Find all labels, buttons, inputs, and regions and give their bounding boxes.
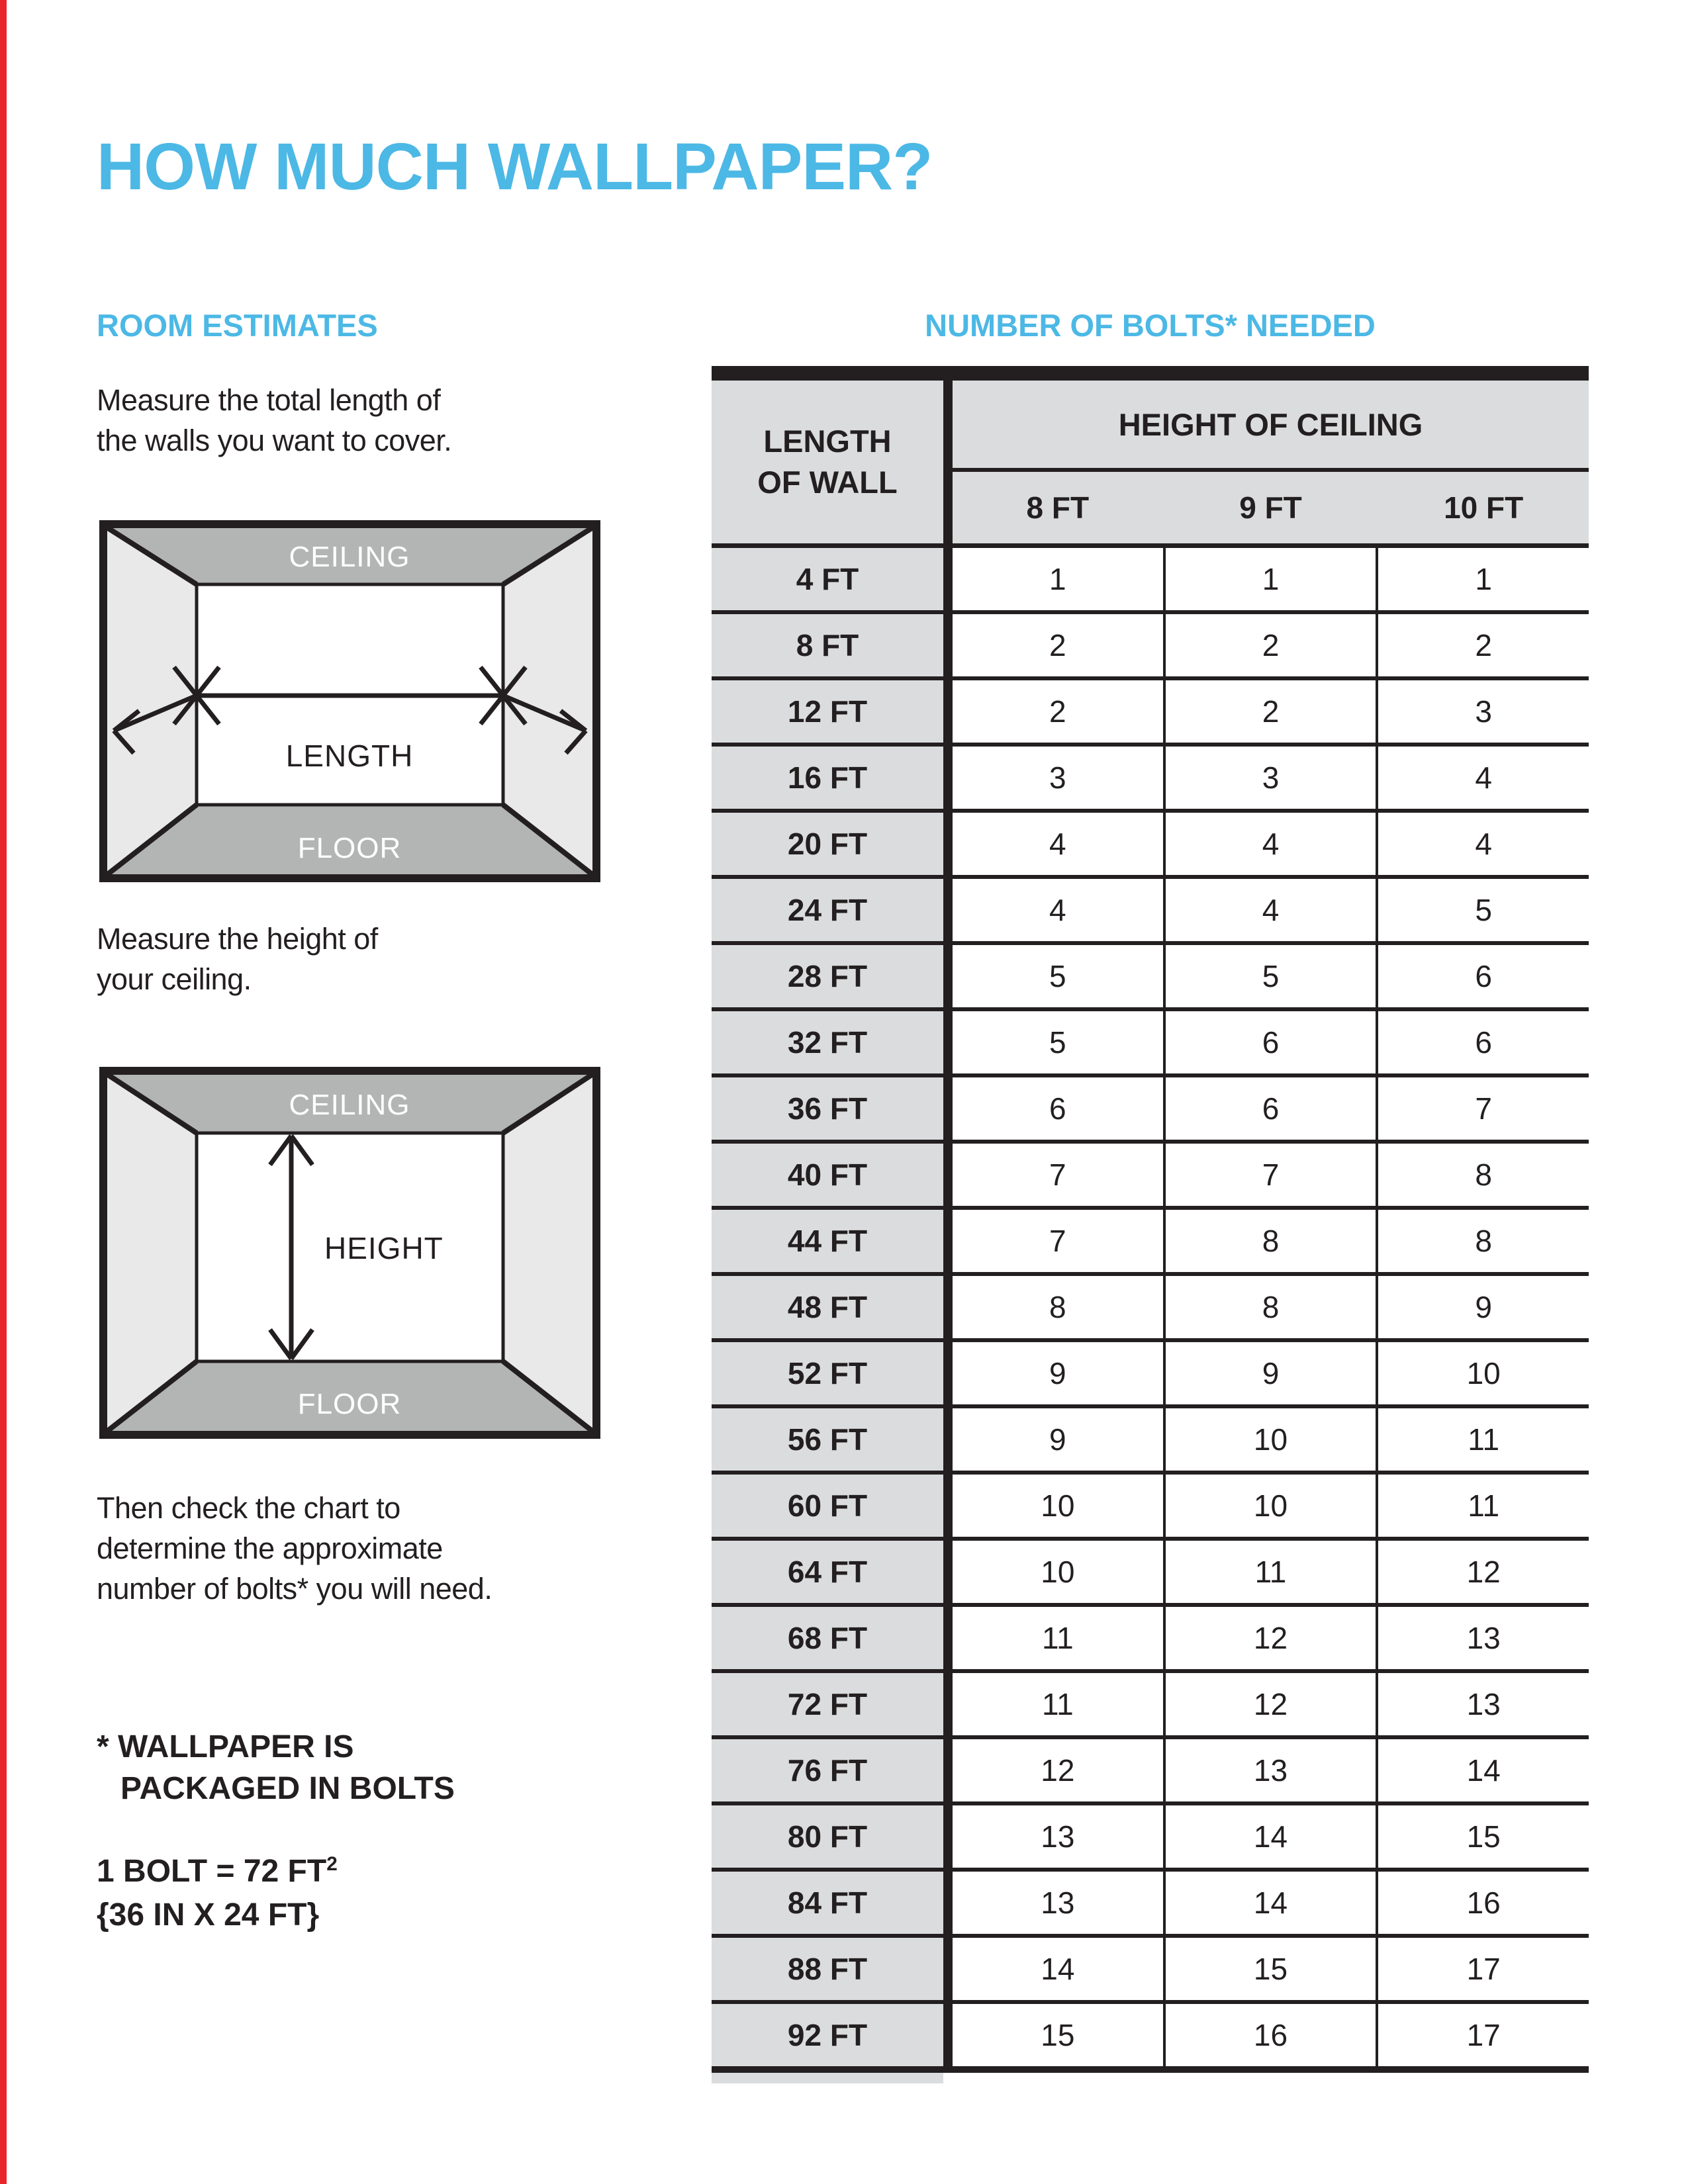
bolt-count-cell: 8 <box>1166 1276 1376 1338</box>
row-length-cell: 32 FT <box>712 1011 943 1073</box>
table-row <box>712 1077 1589 1144</box>
bolt-count-cell: 6 <box>1166 1011 1376 1073</box>
ceiling-height-columns <box>953 472 1589 543</box>
bolt-count-cell: 16 <box>1378 1872 1589 1934</box>
floor-label: FLOOR <box>297 832 402 864</box>
row-length-cell: 20 FT <box>712 813 943 875</box>
bolt-count-cell: 8 <box>1378 1210 1589 1272</box>
bolt-count-cell: 1 <box>953 548 1163 610</box>
table-row <box>712 1872 1589 1938</box>
table-row <box>712 1938 1589 2004</box>
row-divider <box>943 1210 953 1272</box>
bolt-equivalence-dims: {36 IN X 24 FT} <box>97 1897 320 1933</box>
row-divider <box>943 680 953 743</box>
row-divider <box>943 747 953 809</box>
bolt-eq-superscript: 2 <box>326 1853 338 1875</box>
table-row <box>712 1276 1589 1342</box>
length-of-wall-line1: LENGTH <box>763 424 892 459</box>
bolt-count-cell: 6 <box>1378 945 1589 1007</box>
bolt-count-cell: 6 <box>1378 1011 1589 1073</box>
table-row <box>712 1673 1589 1739</box>
floor-label: FLOOR <box>297 1388 402 1420</box>
row-divider <box>943 945 953 1007</box>
table-row <box>712 945 1589 1011</box>
bolt-count-cell: 13 <box>953 1805 1163 1868</box>
bolt-count-cell: 13 <box>1378 1673 1589 1735</box>
length-of-wall-header <box>712 381 943 543</box>
instruction-length <box>97 380 451 461</box>
bolt-count-cell: 14 <box>1378 1739 1589 1801</box>
row-divider <box>943 1276 953 1338</box>
row-length-cell: 68 FT <box>712 1607 943 1669</box>
row-divider <box>943 1011 953 1073</box>
bolt-count-cell: 5 <box>953 1011 1163 1073</box>
bolt-count-cell: 3 <box>1166 747 1376 809</box>
bolt-count-cell: 13 <box>1166 1739 1376 1801</box>
bolt-count-cell: 8 <box>1166 1210 1376 1272</box>
row-length-cell: 72 FT <box>712 1673 943 1735</box>
bolt-count-cell: 11 <box>1378 1475 1589 1537</box>
table-row <box>712 747 1589 813</box>
bolt-count-cell: 10 <box>1166 1475 1376 1537</box>
table-row <box>712 1011 1589 1077</box>
bolt-count-cell: 13 <box>953 1872 1163 1934</box>
bolt-count-cell: 6 <box>1166 1077 1376 1140</box>
page-title: HOW MUCH WALLPAPER? <box>97 130 933 204</box>
bolt-count-cell: 9 <box>1378 1276 1589 1338</box>
column-header-10ft: 10 FT <box>1444 490 1524 525</box>
bolt-count-cell: 11 <box>953 1607 1163 1669</box>
bolt-equivalence <box>97 1843 338 1937</box>
table-row <box>712 1805 1589 1872</box>
table-row <box>712 1475 1589 1541</box>
row-length-cell: 64 FT <box>712 1541 943 1603</box>
room-height-diagram <box>99 1067 600 1439</box>
row-length-cell: 16 FT <box>712 747 943 809</box>
bolt-count-cell: 17 <box>1378 2004 1589 2066</box>
header-divider <box>943 381 953 543</box>
bolt-count-cell: 8 <box>1378 1144 1589 1206</box>
bolt-count-cell: 10 <box>1166 1408 1376 1471</box>
table-row <box>712 548 1589 614</box>
row-length-cell: 56 FT <box>712 1408 943 1471</box>
table-row <box>712 614 1589 680</box>
row-divider <box>943 1342 953 1404</box>
row-length-cell: 44 FT <box>712 1210 943 1272</box>
bolt-count-cell: 12 <box>1166 1607 1376 1669</box>
row-length-cell: 12 FT <box>712 680 943 743</box>
bolt-count-cell: 9 <box>1166 1342 1376 1404</box>
instruction-height-line2: your ceiling. <box>97 962 252 996</box>
row-length-cell: 48 FT <box>712 1276 943 1338</box>
row-length-cell: 4 FT <box>712 548 943 610</box>
row-length-cell: 88 FT <box>712 1938 943 2000</box>
room-estimates-heading: ROOM ESTIMATES <box>97 308 378 343</box>
height-dimension-label: HEIGHT <box>324 1231 444 1265</box>
bolt-count-cell: 12 <box>953 1739 1163 1801</box>
table-bottom-stub <box>712 2073 943 2083</box>
row-divider <box>943 1872 953 1934</box>
row-divider <box>943 548 953 610</box>
table-row <box>712 879 1589 945</box>
bolt-count-cell: 5 <box>953 945 1163 1007</box>
row-divider <box>943 1739 953 1801</box>
room-length-diagram <box>99 520 600 882</box>
ceiling-label: CEILING <box>289 1089 410 1121</box>
row-divider <box>943 879 953 941</box>
row-divider <box>943 1077 953 1140</box>
row-divider <box>943 1475 953 1537</box>
row-divider <box>943 1541 953 1603</box>
table-row <box>712 2004 1589 2073</box>
bolt-count-cell: 3 <box>1378 680 1589 743</box>
bolt-count-cell: 10 <box>953 1541 1163 1603</box>
page-left-edge-stripe <box>0 0 7 2184</box>
bolt-count-cell: 17 <box>1378 1938 1589 2000</box>
table-row <box>712 1607 1589 1673</box>
row-length-cell: 84 FT <box>712 1872 943 1934</box>
bolts-footnote-line1: * WALLPAPER IS <box>97 1729 354 1764</box>
column-header-8ft: 8 FT <box>1026 490 1090 525</box>
bolt-equivalence-area <box>97 1843 338 1893</box>
instruction-length-line2: the walls you want to cover. <box>97 424 452 457</box>
height-of-ceiling-header <box>953 381 1589 543</box>
bolt-count-cell: 9 <box>953 1342 1163 1404</box>
row-length-cell: 24 FT <box>712 879 943 941</box>
bolt-count-cell: 4 <box>1378 813 1589 875</box>
instruction-chart-line1: Then check the chart to <box>97 1491 400 1525</box>
instruction-height-line1: Measure the height of <box>97 922 378 956</box>
table-row <box>712 1408 1589 1475</box>
row-divider <box>943 1607 953 1669</box>
table-row <box>712 813 1589 879</box>
bolt-count-cell: 4 <box>1378 747 1589 809</box>
bolt-eq-text: 1 BOLT = 72 FT <box>97 1854 327 1889</box>
length-of-wall-line2: OF WALL <box>757 465 898 500</box>
row-divider <box>943 614 953 676</box>
column-header-9ft: 9 FT <box>1239 490 1302 525</box>
bolt-count-cell: 7 <box>953 1210 1163 1272</box>
table-row <box>712 1210 1589 1276</box>
instruction-height <box>97 919 378 999</box>
row-length-cell: 92 FT <box>712 2004 943 2066</box>
row-length-cell: 8 FT <box>712 614 943 676</box>
bolt-count-cell: 14 <box>1166 1805 1376 1868</box>
table-row <box>712 1739 1589 1805</box>
table-row <box>712 1342 1589 1408</box>
row-divider <box>943 813 953 875</box>
height-of-ceiling-label: HEIGHT OF CEILING <box>1118 406 1423 442</box>
bolt-count-cell: 11 <box>953 1673 1163 1735</box>
bolt-count-cell: 14 <box>953 1938 1163 2000</box>
table-row <box>712 1144 1589 1210</box>
bolt-count-cell: 1 <box>1166 548 1376 610</box>
instruction-chart <box>97 1488 492 1609</box>
table-row <box>712 1541 1589 1607</box>
bolt-count-cell: 1 <box>1378 548 1589 610</box>
row-divider <box>943 1805 953 1868</box>
bolt-count-cell: 9 <box>953 1408 1163 1471</box>
bolt-count-cell: 7 <box>1166 1144 1376 1206</box>
bolt-count-cell: 6 <box>953 1077 1163 1140</box>
instruction-chart-line3: number of bolts* you will need. <box>97 1572 492 1606</box>
bolt-count-cell: 4 <box>1166 879 1376 941</box>
bolt-count-cell: 4 <box>953 879 1163 941</box>
bolt-count-cell: 16 <box>1166 2004 1376 2066</box>
bolts-needed-heading: NUMBER OF BOLTS* NEEDED <box>925 308 1376 343</box>
bolt-count-cell: 15 <box>1166 1938 1376 2000</box>
bolt-count-cell: 2 <box>1166 680 1376 743</box>
row-divider <box>943 2004 953 2066</box>
instruction-chart-line2: determine the approximate <box>97 1531 443 1565</box>
bolt-count-cell: 2 <box>1378 614 1589 676</box>
row-length-cell: 28 FT <box>712 945 943 1007</box>
bolt-count-cell: 13 <box>1378 1607 1589 1669</box>
bolt-count-cell: 10 <box>953 1475 1163 1537</box>
row-divider <box>943 1144 953 1206</box>
row-length-cell: 36 FT <box>712 1077 943 1140</box>
table-row <box>712 680 1589 747</box>
bolt-count-cell: 2 <box>953 680 1163 743</box>
row-length-cell: 60 FT <box>712 1475 943 1537</box>
bolt-count-cell: 4 <box>1166 813 1376 875</box>
row-divider <box>943 1408 953 1471</box>
row-divider <box>943 1673 953 1735</box>
bolt-count-cell: 2 <box>1166 614 1376 676</box>
bolts-footnote <box>97 1726 455 1809</box>
bolt-count-cell: 10 <box>1378 1342 1589 1404</box>
row-length-cell: 52 FT <box>712 1342 943 1404</box>
bolt-count-cell: 15 <box>1378 1805 1589 1868</box>
row-length-cell: 40 FT <box>712 1144 943 1206</box>
bolt-count-cell: 15 <box>953 2004 1163 2066</box>
bolt-count-cell: 8 <box>953 1276 1163 1338</box>
table-header <box>712 381 1589 543</box>
bolt-count-cell: 12 <box>1378 1541 1589 1603</box>
length-dimension-label: LENGTH <box>285 739 414 773</box>
bolt-count-cell: 7 <box>953 1144 1163 1206</box>
bolt-count-cell: 3 <box>953 747 1163 809</box>
row-length-cell: 76 FT <box>712 1739 943 1801</box>
table-top-bar <box>712 366 1589 381</box>
bolt-count-cell: 11 <box>1378 1408 1589 1471</box>
bolt-count-cell: 7 <box>1378 1077 1589 1140</box>
bolts-table-rows <box>712 543 1589 2073</box>
row-length-cell: 80 FT <box>712 1805 943 1868</box>
bolt-count-cell: 11 <box>1166 1541 1376 1603</box>
bolts-table <box>712 366 1589 2083</box>
bolt-count-cell: 4 <box>953 813 1163 875</box>
bolt-count-cell: 5 <box>1166 945 1376 1007</box>
bolt-count-cell: 2 <box>953 614 1163 676</box>
row-divider <box>943 1938 953 2000</box>
bolt-count-cell: 5 <box>1378 879 1589 941</box>
bolt-count-cell: 12 <box>1166 1673 1376 1735</box>
instruction-length-line1: Measure the total length of <box>97 383 441 417</box>
bolts-footnote-line2: PACKAGED IN BOLTS <box>120 1771 455 1806</box>
ceiling-label: CEILING <box>289 541 410 573</box>
bolt-count-cell: 14 <box>1166 1872 1376 1934</box>
